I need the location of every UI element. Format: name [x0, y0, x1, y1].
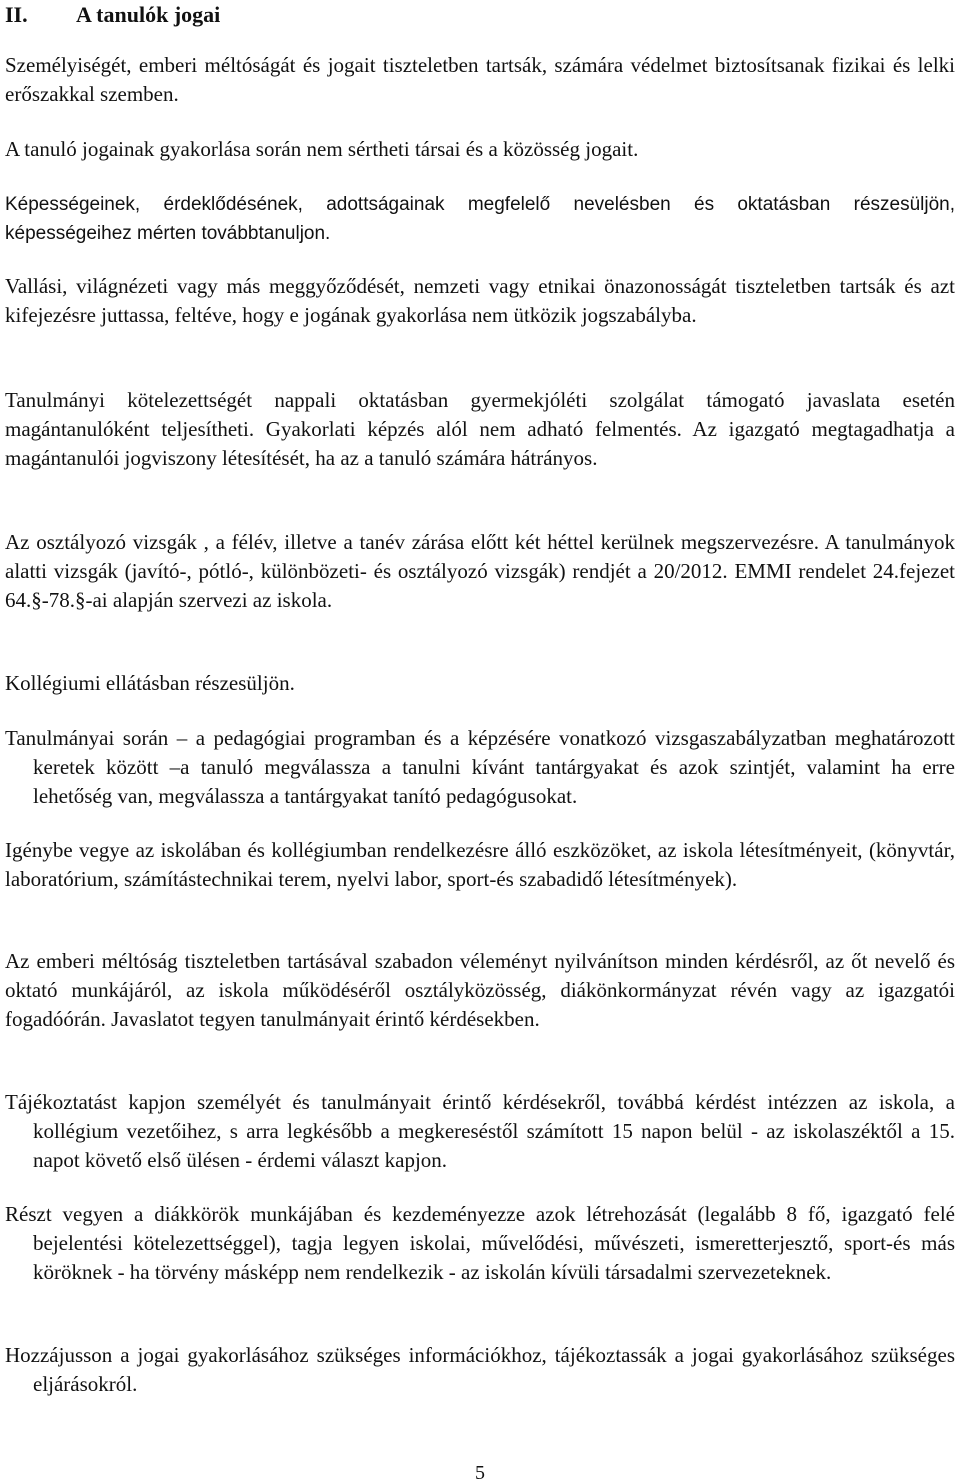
paragraph-subject-choice: Tanulmányai során – a pedagógiai programban és a képzésére vonatkozó vizsgaszabályzatban meghatározott keretek között –a tanuló megválassza a tanulni kívánt tantárgyakat és azok szintjét, valamint ha erre lehetőség van, megválassza a tantárgyakat tanító pedagógusokat.: [5, 726, 955, 808]
paragraph-grading-exams: Az osztályozó vizsgák , a félév, illetve a tanév zárása előtt két héttel kerülnek megszervezésre. A tanulmányok alatti vizsgák (javító-, pótló-, különbözeti- és osztályozó vizsgák) rendjét a 20/2012. EMMI rendelet 24.fejezet 64.§-78.§-ai alapján szervezi az iskola.: [5, 530, 955, 612]
paragraph-home-schooling: Tanulmányi kötelezettségét nappali oktatásban gyermekjóléti szolgálat támogató javaslata esetén magántanulóként teljesítheti. Gyakorlati képzés alól nem adható felmentés. Az igazgató megtagadhatja a magántanulói jogviszony létesítését, ha az a tanuló számára hátrányos.: [5, 388, 955, 470]
paragraph-opinion: Az emberi méltóság tiszteletben tartásával szabadon véleményt nyilvánítson minden kérdésről, az őt nevelő és oktató munkájáról, az iskola működéséről osztályközösség, diákönkormányzat révén vagy az igazgatói fogadóórán. Javaslatot tegyen tanulmányait érintő kérdésekben.: [5, 949, 955, 1031]
section-heading: [5, 2, 220, 28]
paragraph-abilities: Képességeinek, érdeklődésének, adottságainak megfelelő nevelésben és oktatásban részesüljön, képességeihez mérten továbbtanuljon.: [5, 194, 955, 244]
page-number: 5: [475, 1462, 485, 1484]
paragraph-facilities: Igénybe vegye az iskolában és kollégiumban rendelkezésre álló eszközöket, az iskola létesítményeit, (könyvtár, laboratórium, számítástechnikai terem, nyelvi labor, sport-és szabadidő létesítmények).: [5, 838, 955, 891]
paragraph-student-circles: Részt vegyen a diákkörök munkájában és kezdeményezze azok létrehozását (legalább 8 fő, igazgató felé bejelentési kötelezettséggel), tagja legyen iskolai, művelődési, művészeti, ismeretterjesztő, sport-és más köröknek - ha törvény másképp nem rendelkezik - az iskolán kívüli társadalmi szervezeteknek.: [5, 1202, 955, 1284]
paragraph-information: Tájékoztatást kapjon személyét és tanulmányait érintő kérdésekről, továbbá kérdést intézzen az iskola, a kollégium vezetőihez, s arra legkésőbb a megkereséstől számított 15 napon belül - az iskolaszéktől a 15. napot követő első ülésen - érdemi választ kapjon.: [5, 1090, 955, 1172]
section-number: II.: [5, 2, 28, 27]
paragraph-religion: Vallási, világnézeti vagy más meggyőződését, nemzeti vagy etnikai önazonosságát tiszteletben tartsák és azt kifejezésre juttassa, feltéve, hogy e jogának gyakorlása nem ütközik jogszabályba.: [5, 274, 955, 327]
section-title: A tanulók jogai: [76, 2, 221, 27]
paragraph-access-info: Hozzájusson a jogai gyakorlásához szükséges információkhoz, tájékoztassák a jogai gyakorlásához szükséges eljárásokról.: [5, 1343, 955, 1396]
paragraph-rights-exercise: A tanuló jogainak gyakorlása során nem sértheti társai és a közösség jogait.: [5, 137, 639, 161]
paragraph-personality: Személyiségét, emberi méltóságát és jogait tiszteletben tartsák, számára védelmet biztosítsanak fizikai és lelki erőszakkal szemben.: [5, 53, 955, 106]
paragraph-dormitory: Kollégiumi ellátásban részesüljön.: [5, 671, 295, 695]
